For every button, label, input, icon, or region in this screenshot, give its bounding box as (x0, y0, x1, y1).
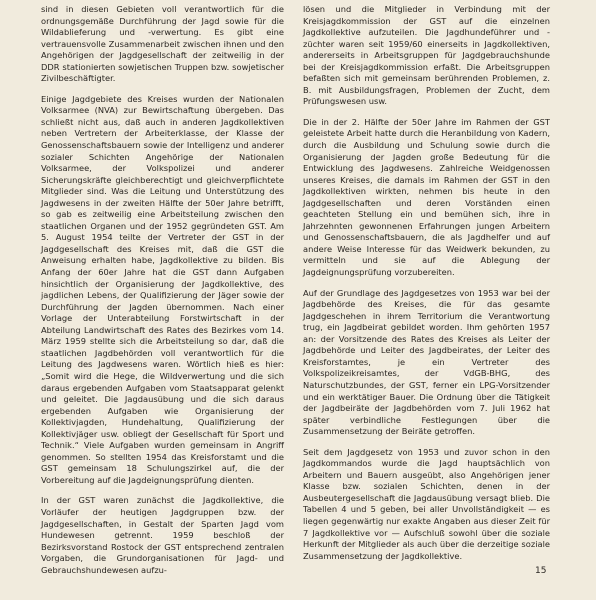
left-text-column (41, 4, 284, 585)
paragraph: Einige Jagdgebiete des Kreises wurden der Nationalen Volksarmee (NVA) zur Bewirtschaftung übergeben. Das schließt nicht aus, daß auch in anderen Jagdkollektiven neben Vertretern der Arbeiterklasse, der Klasse der Genossenschaftsbauern sowie der Intelligenz und anderer sozialer Schichten Angehörige der Nationalen Volksarmee, der Volkspolizei und anderer Sicherungskräfte gleichberechtigt und gleichverpflichtete Mitglieder sind. Was die Leitung und Unterstützung des Jagdwesens in der zweiten Hälfte der 50er Jahre betrifft, so gab es zeitweilig eine Arbeitsteilung zwischen den staatlichen Organen und der 1952 gegründeten GST. Am 5. August 1954 teilte der Vertreter der GST in der Jagdgesellschaft des Kreises mit, daß die GST die Anweisung erhalten habe, Jagdkollektive zu bilden. Bis Anfang der 60er Jahre hat die GST dann Aufgaben hinsichtlich der Organisierung der Jagdkollektive, des jagdlichen Lebens, der Qualifizierung der Jäger sowie der Durchführung der Jagden übernommen. Nach einer Vorlage der Unterabteilung Forstwirtschaft in der Abteilung Landwirtschaft des Rates des Bezirkes vom 14. März 1959 stellte sich die Arbeitsteilung so dar, daß die staatlichen Jagdbehörden voll verantwortlich für die Leitung des Jagdwesens waren. Wörtlich hieß es hier: „Somit wird die Hege, die Wildverwertung und die sich daraus ergebenden Aufgaben vom Staatsapparat gelenkt und geleitet. Die Jagdausübung und die sich daraus ergebenden Aufgaben wie Organisierung der Kollektivjagden, Hundehaltung, Qualifizierung der Kollektivjäger usw. obliegt der Gesellschaft für Sport und Technik.“ Viele Aufgaben wurden gemeinsam in Angriff genommen. So stellten 1954 das Kreisforstamt und die GST gemeinsam 18 Schulungszirkel auf, die der Vorbereitung auf die Jagdeignungsprüfung dienten. (41, 93, 284, 485)
paragraph: lösen und die Mitglieder in Verbindung mit der Kreisjagdkommission der GST auf die einzelnen Jagdkollektive aufzuteilen. Die Jagdhundeführer und -züchter waren seit 1959/60 einerseits in Jagdkollektiven, andererseits in Arbeitsgruppen für Jagdgebrauchshunde bei der Kreisjagdkommission erfaßt. Die Arbeitsgruppen befaßten sich mit gemeinsam berührenden Problemen, z. B. mit Ausbildungsfragen, Problemen der Zucht, dem Prüfungswesen usw. (303, 4, 550, 107)
page-number: 15 (535, 566, 547, 576)
paragraph: Die in der 2. Hälfte der 50er Jahre im Rahmen der GST geleistete Arbeit hatte durch die Heranbildung von Kadern, durch die Ausbildung und Schulung sowie durch die Organisierung der Jagden große Bedeutung für die Entwicklung des Jagdwesens. Zahlreiche Weidgenossen unseres Kreises, die damals im Rahmen der GST in den Jagdkollektiven wirkten, nehmen bis heute in den Jagdgesellschaften und deren Vorständen einen geachteten Stellung ein und bemühen sich, ihre in Jahrzehnten gewonnenen Erfahrungen jungen Arbeitern und Genossenschaftsbauern, die als Jagdhelfer und auf andere Weise Interesse für das Weidwerk bekunden, zu vermitteln und sie auf die Ablegung der Jagdeignungsprüfung vorzubereiten. (303, 116, 550, 278)
right-text-column (303, 4, 550, 571)
paragraph: In der GST waren zunächst die Jagdkollektive, die Vorläufer der heutigen Jagdgruppen bzw. der Jagdgesellschaften, in Gestalt der Sparten Jagd vom Hundewesen getrennt. 1959 beschloß der Bezirksvorstand Rostock der GST entsprechend zentralen Vorgaben, die Grundorganisationen für Jagd- und Gebrauchshundewesen aufzu- (41, 495, 284, 575)
paragraph: Seit dem Jagdgesetz von 1953 und zuvor schon in den Jagdkommandos wurde die Jagd hauptsächlich von Arbeitern und Bauern ausgeübt, also Angehörigen jener Klasse bzw. sozialen Schichten, denen in der Ausbeutergesellschaft die Jagdausübung versagt blieb. Die Tabellen 4 und 5 geben, bei aller Unvollständigkeit — es liegen gegenwärtig nur exakte Angaben aus dieser Zeit für 7 Jagdkollektive vor — Aufschluß sowohl über die soziale Herkunft der Mitglieder als auch über die derzeitige soziale Zusammensetzung der Jagdkollektive. (303, 446, 550, 561)
paragraph: sind in diesen Gebieten voll verantwortlich für die ordnungsgemäße Durchführung der Jagd sowie für die Wildablieferung und -verwertung. Es gibt eine vertrauensvolle Zusammenarbeit zwischen ihnen und den Angehörigen der Jagdgesellschaft der zeitweilig in der DDR stationierten sowjetischen Truppen bzw. sowjetischer Zivilbeschäftigter. (41, 4, 284, 84)
paragraph: Auf der Grundlage des Jagdgesetzes von 1953 war bei der Jagdbehörde des Kreises, die für das gesamte Jagdgeschehen in ihrem Territorium die Verantwortung trug, ein Jagdbeirat gebildet worden. Ihm gehörten 1957 an: der Vorsitzende des Rates des Kreises als Leiter der Jagdbehörde und Leiter des Jagdbeirates, der Leiter des Kreisforstamtes, je ein Vertreter des Volkspolizeikreisamtes, der VdGB-BHG, des Naturschutzbundes, der GST, ferner ein LPG-Vorsitzender und ein werktätiger Bauer. Die Ordnung über die Tätigkeit der Jagdbeiräte der Jagdbehörden vom 7. Juli 1962 hat später verbindliche Festlegungen über die Zusammensetzung der Beiräte getroffen. (303, 287, 550, 437)
